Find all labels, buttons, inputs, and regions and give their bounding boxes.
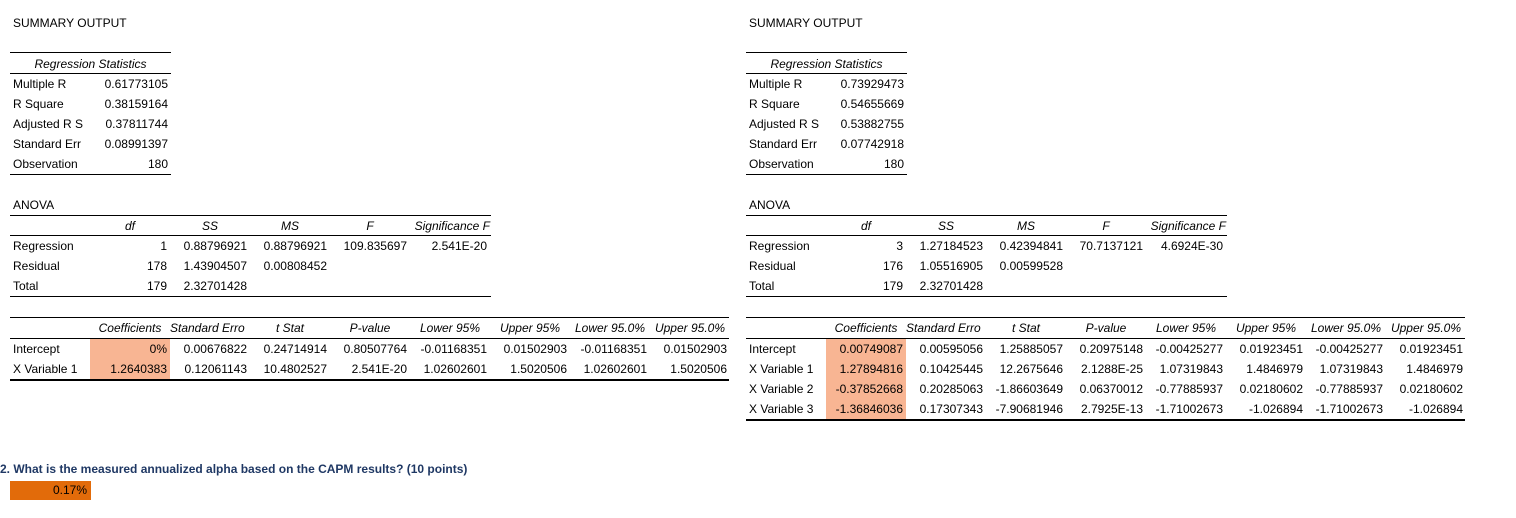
left-regstats-value: 0.61773105 [104, 77, 168, 91]
right-coef-u95: -1.026894 [1248, 402, 1303, 416]
left-coef-row-label: X Variable 1 [13, 362, 78, 376]
left-coef-header: Lower 95% [419, 321, 481, 335]
right-coef-header: P-value [1085, 321, 1127, 335]
right-regstats-value: 0.07742918 [840, 137, 904, 151]
left-anova-row-label: Total [13, 279, 39, 293]
right-coef-p: 2.1288E-25 [1080, 362, 1143, 376]
left-anova-header-ms: MS [281, 219, 299, 233]
left-coef-l950: -0.01168351 [580, 342, 647, 356]
right-coef-header: Coefficients [834, 321, 898, 335]
right-anova-header-ss: SS [937, 219, 954, 233]
left-coef-header [170, 319, 250, 337]
right-coef-u95: 0.02180602 [1239, 382, 1303, 396]
answer-cell[interactable]: 0.17% [10, 481, 91, 500]
right-coef-l95: -1.71002673 [1155, 402, 1223, 416]
left-regstats-header: Regression Statistics [34, 57, 147, 71]
right-regstats-value: 0.54655669 [840, 97, 904, 111]
right-coef-p: 0.06370012 [1079, 382, 1143, 396]
right-coef-se: 0.20285063 [919, 382, 983, 396]
left-regstats-value: 180 [147, 157, 168, 171]
left-regstats-value: 0.37811744 [105, 117, 168, 131]
right-coef-header [906, 319, 986, 337]
right-regstats-label: R Square [749, 97, 800, 111]
right-regstats-value: 0.73929473 [840, 77, 904, 91]
right-anova-header-f: F [1102, 219, 1110, 233]
right-coef-l950: 1.07319843 [1319, 362, 1383, 376]
right-regstats-label: Multiple R [749, 77, 803, 91]
right-coef-l95: -0.00425277 [1155, 342, 1223, 356]
right-anova-row-label: Total [749, 279, 775, 293]
left-anova-ss: 2.32701428 [183, 279, 247, 293]
left-coef-u95: 1.5020506 [510, 362, 567, 376]
left-coef-t: 10.4802527 [263, 362, 327, 376]
right-coef-t: -1.86603649 [995, 382, 1063, 396]
left-coef-l95: -0.01168351 [420, 342, 487, 356]
left-anova-df: 178 [146, 259, 167, 273]
left-anova-row-label: Regression [13, 239, 74, 253]
right-coef-u950: 0.01923451 [1399, 342, 1463, 356]
right-coef-u950: 0.02180602 [1399, 382, 1463, 396]
right-anova-header-sig: Significance F [1150, 219, 1226, 233]
left-regstats-top-border [10, 52, 171, 53]
left-anova-sig: 2.541E-20 [431, 239, 487, 253]
left-anova-header-border [10, 235, 491, 236]
left-coef-value: 0% [149, 342, 167, 356]
left-regstats-label: R Square [13, 97, 64, 111]
left-anova-df: 179 [146, 279, 167, 293]
left-coef-p: 0.80507764 [343, 342, 407, 356]
right-coef-l95: -0.77885937 [1155, 382, 1223, 396]
right-anova-header-df: df [860, 219, 871, 233]
right-coef-se: 0.00595056 [919, 342, 983, 356]
right-coef-u95: 0.01923451 [1239, 342, 1303, 356]
right-coef-header: Lower 95.0% [1310, 321, 1382, 335]
left-coef-l95: 1.02602601 [423, 362, 487, 376]
left-coef-bottom-border [10, 379, 729, 381]
right-summary-title: SUMMARY OUTPUT [749, 16, 863, 30]
right-anova-ms: 0.00599528 [999, 259, 1063, 273]
left-anova-ss: 1.43904507 [183, 259, 247, 273]
right-coef-row-label: Intercept [749, 342, 796, 356]
question-text: 2. What is the measured annualized alpha based on the CAPM results? (10 points) [0, 462, 468, 476]
right-anova-ss: 1.05516905 [919, 259, 983, 273]
right-anova-row-label: Residual [749, 259, 796, 273]
left-anova-title: ANOVA [13, 198, 55, 212]
left-regstats-label: Multiple R [13, 77, 67, 91]
right-coef-t: -7.90681946 [995, 402, 1063, 416]
right-coef-top-border [746, 317, 1465, 318]
right-anova-top-border [746, 215, 1227, 216]
right-anova-ss: 2.32701428 [919, 279, 983, 293]
right-regstats-label: Adjusted R S [749, 117, 820, 131]
right-coef-se: 0.10425445 [919, 362, 983, 376]
left-anova-ms: 0.88796921 [263, 239, 327, 253]
left-coef-header: t Stat [275, 321, 304, 335]
left-coef-u950: 1.5020506 [670, 362, 727, 376]
left-anova-row-label: Residual [13, 259, 60, 273]
right-coef-header-border [746, 338, 1465, 339]
right-anova-ss: 1.27184523 [919, 239, 983, 253]
right-coef-u95: 1.4846979 [1246, 362, 1303, 376]
left-coef-header: Coefficients [98, 321, 162, 335]
left-anova-header-f: F [366, 219, 374, 233]
right-anova-title: ANOVA [749, 198, 791, 212]
left-regstats-label: Adjusted R S [13, 117, 84, 131]
right-coef-l95: 1.07319843 [1159, 362, 1223, 376]
right-coef-u950: 1.4846979 [1406, 362, 1463, 376]
right-coef-row-label: X Variable 3 [749, 402, 814, 416]
left-regstats-value: 0.08991397 [104, 137, 168, 151]
right-anova-row-label: Regression [749, 239, 810, 253]
right-coef-t: 12.2675646 [999, 362, 1063, 376]
right-regstats-value: 0.53882755 [840, 117, 904, 131]
right-regstats-top-border [746, 52, 907, 53]
left-coef-l950: 1.02602601 [583, 362, 647, 376]
right-regstats-label: Observation [749, 157, 814, 171]
left-anova-header-sig: Significance F [414, 219, 490, 233]
left-coef-header-se: Standard Erro [170, 321, 245, 335]
left-coef-value: 1.2640383 [110, 362, 167, 376]
right-coef-l950: -1.71002673 [1315, 402, 1383, 416]
left-coef-top-border [10, 317, 729, 318]
right-coef-header: Lower 95% [1155, 321, 1217, 335]
right-coef-p: 2.7925E-13 [1080, 402, 1143, 416]
right-anova-header-border [746, 235, 1227, 236]
left-regstats-label: Observation [13, 157, 78, 171]
right-regstats-header-border [746, 73, 907, 74]
left-summary-title: SUMMARY OUTPUT [13, 16, 127, 30]
left-anova-header-ss: SS [201, 219, 218, 233]
right-regstats-header: Regression Statistics [770, 57, 883, 71]
left-anova-bottom-border [10, 296, 491, 297]
right-anova-ms: 0.42394841 [999, 239, 1063, 253]
right-coef-header: t Stat [1011, 321, 1040, 335]
left-coef-se: 0.12061143 [184, 362, 247, 376]
left-regstats-bottom-border [10, 174, 171, 175]
left-regstats-value: 0.38159164 [104, 97, 168, 111]
right-anova-df: 3 [896, 239, 903, 253]
left-coef-header: Upper 95% [499, 321, 561, 335]
left-coef-header: Lower 95.0% [574, 321, 646, 335]
left-coef-t: 0.24714914 [263, 342, 327, 356]
right-anova-df: 176 [882, 259, 903, 273]
left-anova-top-border [10, 215, 491, 216]
left-regstats-header-border [10, 73, 171, 74]
right-summary-output [736, 0, 1476, 440]
right-anova-f: 70.7137121 [1079, 239, 1143, 253]
right-coef-l950: -0.77885937 [1315, 382, 1383, 396]
right-coef-header: Upper 95% [1235, 321, 1297, 335]
left-anova-ss: 0.88796921 [183, 239, 247, 253]
right-coef-l950: -0.00425277 [1315, 342, 1383, 356]
left-regstats-label: Standard Err [13, 137, 82, 151]
right-coef-header: Upper 95.0% [1390, 321, 1462, 335]
right-regstats-label: Standard Err [749, 137, 818, 151]
right-coef-u950: -1.026894 [1408, 402, 1463, 416]
right-coef-p: 0.20975148 [1079, 342, 1143, 356]
right-coef-header-se: Standard Erro [906, 321, 981, 335]
right-coef-se: 0.17307343 [919, 402, 983, 416]
right-coef-value: 1.27894816 [839, 362, 903, 376]
right-coef-row-label: X Variable 1 [749, 362, 814, 376]
left-coef-header: P-value [349, 321, 391, 335]
left-coef-header: Upper 95.0% [654, 321, 726, 335]
left-anova-df: 1 [160, 239, 167, 253]
right-regstats-bottom-border [746, 174, 907, 175]
right-coef-value: -1.36846036 [835, 402, 903, 416]
right-coef-t: 1.25885057 [999, 342, 1063, 356]
right-anova-df: 179 [882, 279, 903, 293]
left-coef-p: 2.541E-20 [351, 362, 407, 376]
right-anova-sig: 4.6924E-30 [1160, 239, 1223, 253]
left-anova-f: 109.835697 [343, 239, 407, 253]
right-coef-row-label: X Variable 2 [749, 382, 814, 396]
left-anova-header-df: df [124, 219, 135, 233]
left-coef-u950: 0.01502903 [663, 342, 727, 356]
right-anova-header-ms: MS [1017, 219, 1035, 233]
right-coef-bottom-border [746, 419, 1465, 421]
right-coef-value: 0.00749087 [839, 342, 903, 356]
left-summary-output [0, 0, 740, 440]
right-coef-value: -0.37852668 [835, 382, 903, 396]
left-coef-se: 0.00676822 [183, 342, 247, 356]
right-anova-bottom-border [746, 296, 1227, 297]
right-regstats-value: 180 [883, 157, 904, 171]
left-coef-row-label: Intercept [13, 342, 60, 356]
left-coef-u95: 0.01502903 [503, 342, 567, 356]
left-coef-header-border [10, 338, 729, 339]
left-anova-ms: 0.00808452 [263, 259, 327, 273]
